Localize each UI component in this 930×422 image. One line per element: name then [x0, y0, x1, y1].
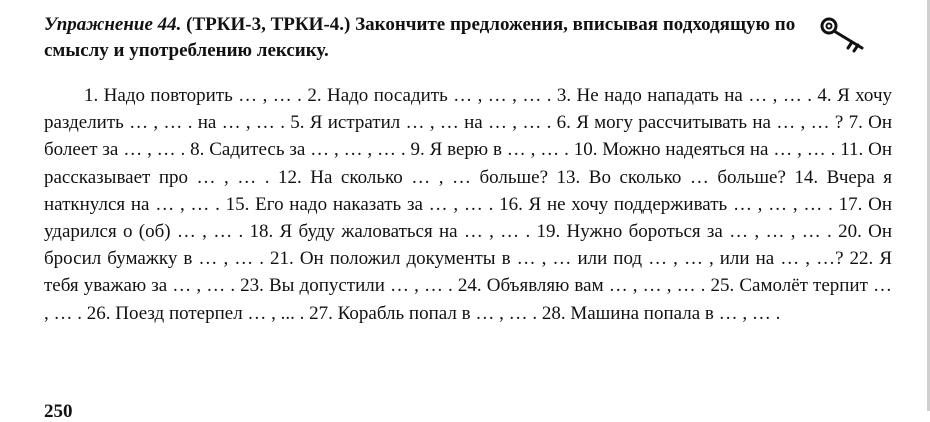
key-icon [818, 14, 868, 56]
exercise-title: Упражнение 44. [44, 14, 182, 35]
exercise-instruction: Закончите предложения, вписывая подходящую по смыслу и употреблению лексику. [44, 14, 796, 61]
sentences-text: 1. Надо повторить … , … . 2. Надо посадить … , … , … . 3. Не надо нападать на … , … . 4. Я хочу разделить … , … . на … , … . 5. Я истратил … , … на … , … . 6. Я могу рассчитывать на … , … ? 7. Он болеет за … , … . 8. Садитесь за … , … , … . 9. Я верю в … , … . 10. Можно надеяться на … , … . 11. Он рассказывает про … , … . 12. На сколько … , … больше? 13. Во сколько … больше? 14. Вчера я наткнулся на … , … . 15. Его надо наказать за … , … . 16. Я не хочу поддерживать … , … , … . 17. Он ударился о (об) … , … . 18. Я буду жаловаться на … , … . 19. Нужно бороться за … , … , … . 20. Он бросил бумажку в … , … . 21. Он положил документы в … , … или под … , … , или на … , …? 22. Я тебя уважаю за … , … . 23. Вы допустили … , … . 24. Объявляю вам … , … , … . 25. Самолёт терпит … , … . 26. Поезд потерпел … , ... . 27. Корабль попал в … , … . 28. Машина попала в … , … . [44, 85, 892, 324]
exercise-sentences [44, 82, 892, 327]
exercise-levels: (ТРКИ-3, ТРКИ-4.) [186, 14, 351, 35]
page-number: 250 [44, 401, 73, 422]
exercise-heading [44, 12, 804, 64]
